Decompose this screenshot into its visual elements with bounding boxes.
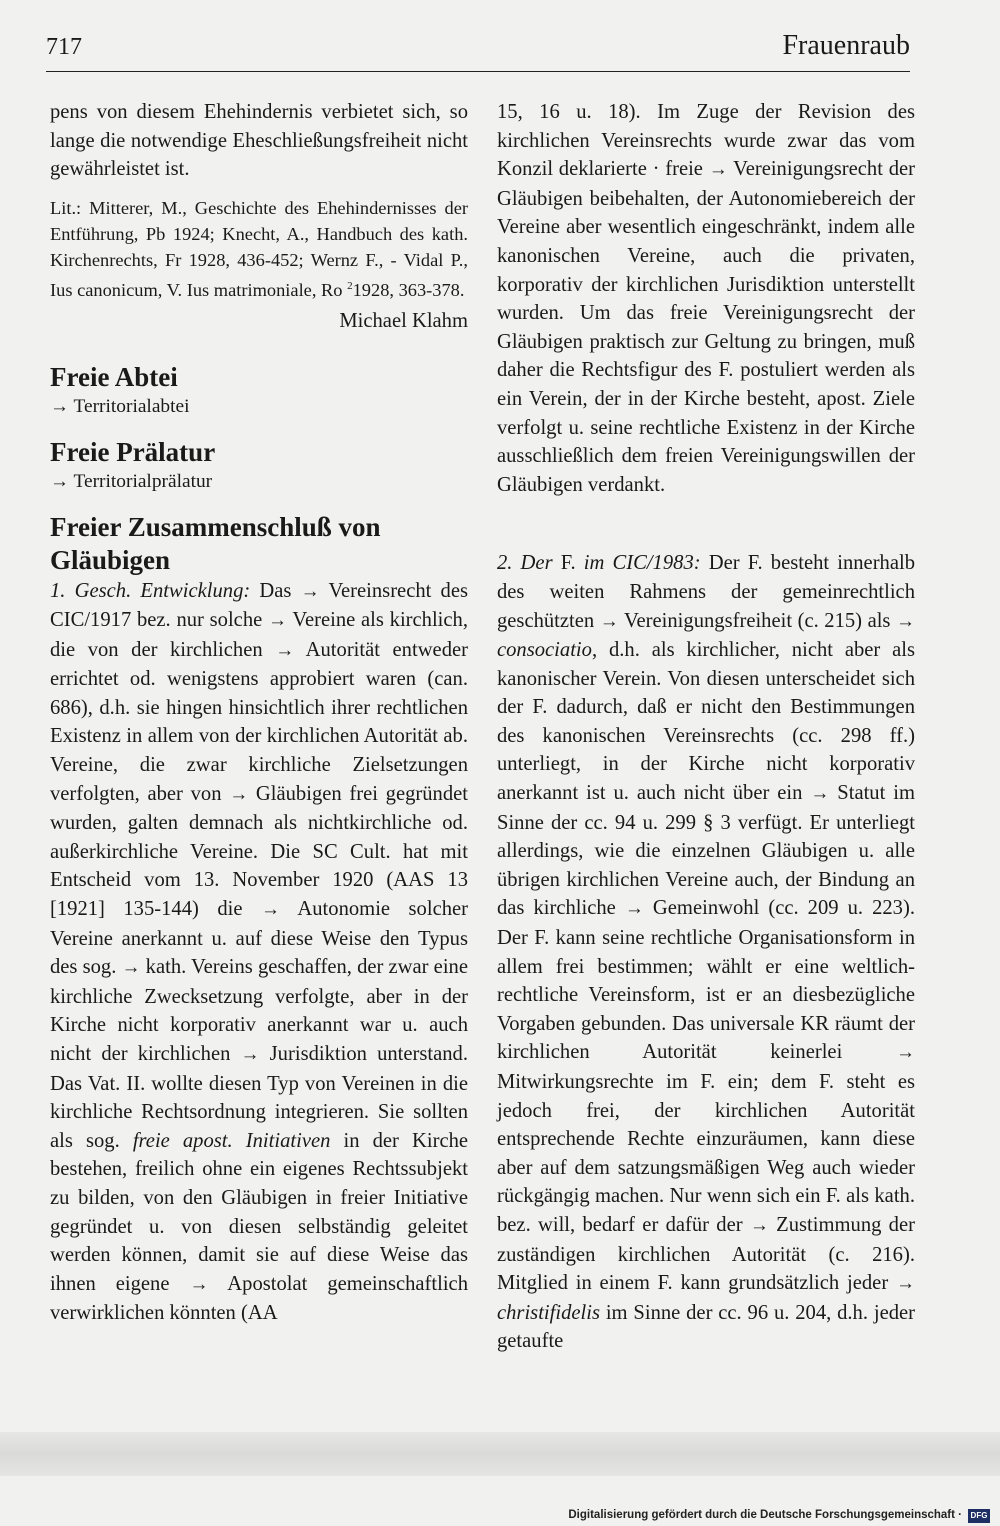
arrow-icon: → [261, 899, 281, 921]
arrow-icon: → [189, 1273, 209, 1295]
right-column [497, 98, 915, 1356]
intro-paragraph: pens von diesem Ehehindernis verbietet sich, so lange die notwendige Eheschließungsfreiheit nicht gewährleistet ist. [50, 101, 468, 181]
section-2-heading: 2. Der [497, 552, 553, 575]
arrow-icon: → [240, 1044, 260, 1065]
section-2-body: 2. Der F. im CIC/1983: Der F. besteht innerhalb des weiten Rahmens der gemeinrechtlich geschützten → Vereinigungsfreiheit (c. 215) als → consociatio, d.h. als kirchlicher, nicht aber als kanonischer Verein. Von diesen unterscheidet sich der F. dadurch, daß er nicht den Bestimmungen des kanonischen Vereinsrechts (cc. 298 ff.) unterliegt, in der Kirche nicht korporativ anerkannt ist u. auch nicht über ein → Statut im Sinne der cc. 94 u. 299 § 3 verfügt. Er unterliegt allerdings, wie die einzelnen Gläubigen u. alle übrigen kirchlichen Vereine auch, der Bindung an das kirchliche → Gemeinwohl (cc. 209 u. 223). Der F. kann seine rechtliche Organisationsform in allem frei bestimmen; wählt er eine weltlich-rechtliche Vereinsform, ist er an diesbezügliche Vorgaben gebunden. Das universale KR räumt der kirchlichen Autorität keinerlei → Mitwirkungsrechte im F. ein; dem F. steht es jedoch frei, der kirchlichen Autorität entsprechende Rechte einzuräumen, kann diese aber auf dem satzungsmäßigen Weg auch wieder rückgängig machen. Nur wenn sich ein F. als kath. bez. will, bedarf er dafür der → Zustimmung der zuständigen kirchlichen Autorität (c. 216). Mitglied in einem F. kann grundsätzlich jeder → christifidelis im Sinne der cc. 96 u. 204, d.h. jeder getaufte [497, 552, 916, 1353]
section-1-body: 1. Gesch. Entwicklung: Das → Vereinsrecht des CIC/1917 bez. nur solche → Vereine als kirchlich, die von der kirchlichen → Autorität entweder errichtet od. wenigstens approbiert waren (can. 686), d.h. sie hingen hinsichtlich ihrer rechtlichen Existenz in allem von der kirchlichen Autorität ab. Vereine, die zwar kirchliche Zielsetzungen verfolgten, aber von → Gläubigen frei gegründet wurden, galten demnach als nichtkirchliche od. außerkirchliche Vereine. Die SC Cult. hat mit Entscheid vom 13. November 1920 (AAS 13 [1921] 135-144) die → Autonomie solcher Vereine anerkannt u. auf diese Weise den Typus des sog. → kath. Vereins geschaffen, der zwar eine kirchliche Zwecksetzung verfolgte, aber in der Kirche nicht korporativ anerkannt war u. auch nicht der kirchlichen → Jurisdiktion unterstand. Das Vat. II. wollte diesen Typ von Vereinen in die kirchliche Rechtsordnung integrieren. Sie sollten als sog. freie apost. Initiativen in der Kirche bestehen, freilich ohne ein eigenes Rechtssubjekt zu bilden, von den Gläubigen in freier Initiative gegründet u. von diesen selbständig geleitet werden können, damit sie auf diese Weise das ihnen eigene → Apostolat gemeinschaftlich verwirklichen könnten (AA [50, 579, 469, 1325]
arrow-icon: → [749, 1214, 769, 1236]
page-header [46, 30, 910, 70]
page-number: 717 [46, 34, 82, 60]
arrow-icon: → [896, 610, 915, 632]
arrow-icon: → [268, 610, 288, 632]
left-column [50, 98, 468, 1328]
cross-reference-territorialpraelatur[interactable]: → Territorialprälatur [50, 470, 213, 492]
arrow-icon: → [275, 639, 295, 661]
section-1-continuation: 15, 16 u. 18). Im Zuge der Revision des kirchlichen Vereinsrechts wurde zwar das vom Konzil deklarierte · freie → Vereinigungsrecht der Gläubigen beibehalten, der Autonomiebereich der Vereine aber wesentlich eingeschränkt, indem alle kanonischen Vereine, auch die privaten, korporativ der kirchlichen Jurisdiktion unterstellt wurden. Um das freie Vereinigungsrecht der Gläubigen praktisch zur Geltung zu bringen, muß daher die Rechtsfigur des F. postuliert werden als ein Verein, der in der Kirche besteht, apost. Ziele verfolgt u. seine rechtliche Existenz in der Kirche ausschließlich dem freien Vereinigungswillen der Gläubigen verdankt. [497, 101, 915, 496]
digitization-credit: Digitalisierung gefördert durch die Deutsche Forschungsgemeinschaft · [568, 1509, 962, 1521]
entry-title-freie-praelatur: Freie Prälatur [50, 436, 216, 467]
scan-margin-band [0, 1432, 1000, 1476]
arrow-icon: → [50, 470, 69, 492]
arrow-icon: → [896, 1273, 915, 1295]
entry-title-freie-abtei: Freie Abtei [50, 361, 178, 392]
cross-reference-territorialabtei[interactable]: → Territorialabtei [50, 395, 190, 417]
article-author: Michael Klahm [339, 309, 468, 332]
arrow-icon: → [229, 783, 249, 805]
running-title: Frauenraub [782, 30, 910, 61]
arrow-icon: → [810, 783, 830, 805]
dfg-logo-icon: DFG [968, 1509, 990, 1523]
arrow-icon: → [599, 610, 619, 632]
literature-references: Lit.: Mitterer, M., Geschichte des Ehehindernisses der Entführung, Pb 1924; Knecht, A., Handbuch des kath. Kirchenrechts, Fr 1928, 436-452; Wernz F., - Vidal P., Ius canonicum, V. Ius matrimoniale, Ro $^2$1928, 363-378. [50, 197, 468, 300]
section-1-heading: 1. Gesch. Entwicklung: [50, 579, 251, 602]
arrow-icon: → [50, 395, 69, 417]
arrow-icon: → [121, 957, 141, 979]
arrow-icon: → [708, 159, 728, 181]
header-rule [46, 71, 910, 72]
arrow-icon: → [300, 580, 320, 602]
arrow-icon: → [896, 1042, 915, 1064]
arrow-icon: → [624, 898, 644, 920]
entry-title-freier-zusammenschluss: Freier Zusammenschluß von Gläubigen [50, 511, 381, 575]
